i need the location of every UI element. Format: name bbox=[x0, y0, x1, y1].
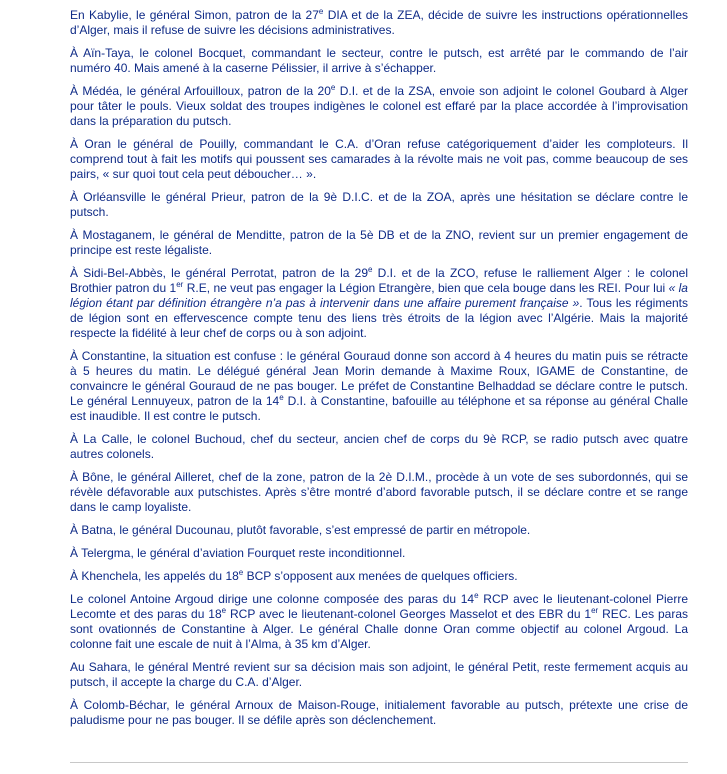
ordinal-superscript: er bbox=[176, 280, 184, 289]
ordinal-superscript: e bbox=[368, 265, 373, 274]
ordinal-superscript: e bbox=[318, 7, 324, 16]
paragraph-colomb-bechar bbox=[70, 698, 688, 728]
text-segment: REC. Les paras sont ovationnés de Constantine à Alger. Le général Challe donne Oran comme objectif au colonel Argoud. La colonne fait une escale de nuit à l’Alma, à 35 km d’Alger. bbox=[70, 607, 689, 651]
text-segment: Au Sahara, le général Mentré revient sur sa décision mais son adjoint, le général Petit, reste fermement acquis au putsch, il accepte la charge du C.A. d’Alger. bbox=[70, 660, 688, 689]
paragraph-batna bbox=[70, 523, 688, 538]
paragraph-medea bbox=[70, 84, 688, 129]
text-segment: BCP s’opposent aux menées de quelques officiers. bbox=[243, 569, 518, 583]
text-segment: DIA et de la ZEA, décide de suivre les instructions opérationnelles d’Alger, mais il refuse de suivre les décisions administratives. bbox=[70, 8, 688, 37]
text-segment: RCP avec le lieutenant-colonel Georges Masselot et des EBR du 1 bbox=[226, 607, 592, 621]
text-segment: À Aïn-Taya, le colonel Bocquet, commandant le secteur, contre le putsch, est arrêté par le commando de l’air numéro 40. Mais amené à la caserne Pélissier, il arrive à s’échapper. bbox=[70, 46, 688, 75]
text-segment: D.I. et de la ZSA, envoie son adjoint le colonel Goubard à Alger pour tâter le pouls. Vieux soldat des troupes indigènes le colonel est effaré par la place accordée à l’improvisation dans la préparation du putsch. bbox=[70, 84, 688, 128]
text-segment: D.I. à Constantine, bafouille au téléphone et sa réponse au général Challe est inaudible. Il est contre le putsch. bbox=[70, 394, 688, 423]
ordinal-superscript: e bbox=[279, 393, 284, 402]
text-segment: À Colomb-Béchar, le général Arnoux de Maison-Rouge, initialement favorable au putsch, prétexte une crise de paludisme pour ne pas bouger. Il se défile après son déclenchement. bbox=[70, 698, 688, 727]
paragraph-ain-taya bbox=[70, 46, 688, 76]
text-segment: . Tous les régiments de légion sont en effervescence compte tenu des liens très étroits de la légion avec l’Algérie. Mais la majorité respecte la fidélité à leur chef de corps ou à son adjoint. bbox=[70, 296, 688, 340]
text-segment: À Batna, le général Ducounau, plutôt favorable, s’est empressé de partir en métropole. bbox=[70, 523, 531, 537]
text-segment: À Médéa, le général Arfouilloux, patron de la 20 bbox=[70, 84, 331, 98]
text-segment: À Constantine, la situation est confuse : le général Gouraud donne son accord à 4 heures du matin puis se rétracte à 5 heures du matin. Le délégué général Jean Morin demande à Maxime Roux, IGAME de Constantine, de convaincre le général Gouraud de ne pas bouger. Le préfet de Constantine Belhaddad se déclare contre le putsch. Le général Lennuyeux, patron de la 14 bbox=[70, 349, 688, 408]
text-segment: Le colonel Antoine Argoud dirige une colonne composée des paras du 14 bbox=[70, 592, 475, 606]
paragraph-argoud bbox=[70, 592, 688, 652]
ordinal-superscript: e bbox=[238, 568, 244, 577]
text-segment: À Sidi-Bel-Abbès, le général Perrotat, patron de la 29 bbox=[70, 266, 368, 280]
paragraph-khenchela bbox=[70, 569, 688, 584]
bottom-divider bbox=[70, 762, 688, 763]
text-segment: À Orléansville le général Prieur, patron de la 9è D.I.C. et de la ZOA, après une hésitation se déclare contre le putsch. bbox=[70, 190, 688, 219]
text-segment: À Bône, le général Ailleret, chef de la zone, patron de la 2è D.I.M., procède à un vote de ses subordonnés, qui se révèle défavorable aux putschistes. Après s’être montré d’abord favorable putsch, il se déclare contre et se range dans le camp loyaliste. bbox=[70, 470, 688, 514]
paragraph-orleansville bbox=[70, 190, 688, 220]
text-segment: D.I. et de la ZCO, refuse le ralliement Alger : le colonel Brothier patron du 1 bbox=[70, 266, 688, 295]
paragraph-mostaganem bbox=[70, 228, 688, 258]
ordinal-superscript: e bbox=[474, 591, 479, 600]
paragraph-sahara bbox=[70, 660, 688, 690]
paragraph-oran bbox=[70, 137, 688, 182]
ordinal-superscript: e bbox=[330, 83, 336, 92]
text-segment: À Telergma, le général d’aviation Fourquet reste inconditionnel. bbox=[70, 546, 406, 560]
paragraph-kabylie bbox=[70, 8, 688, 38]
paragraph-constantine bbox=[70, 349, 688, 424]
paragraph-sidi-bel-abbes bbox=[70, 266, 688, 341]
italic-quote: « la légion étant par définition étrangère n’a pas à intervenir dans une affaire purement française » bbox=[70, 281, 688, 310]
paragraph-telergma bbox=[70, 546, 688, 561]
text-segment: RCP avec le lieutenant-colonel Pierre Lecomte et des paras du 18 bbox=[70, 592, 688, 621]
ordinal-superscript: er bbox=[591, 606, 599, 615]
ordinal-superscript: e bbox=[221, 606, 227, 615]
paragraph-bone bbox=[70, 470, 688, 515]
paragraph-la-calle bbox=[70, 432, 688, 462]
text-segment: R.E, ne veut pas engager la Légion Etrangère, bien que cela bouge dans les REI. Pour lui bbox=[183, 281, 669, 295]
text-segment: À Mostaganem, le général de Menditte, patron de la 5è DB et de la ZNO, revient sur un premier engagement de principe est reste légaliste. bbox=[70, 228, 688, 257]
text-segment: À Oran le général de Pouilly, commandant le C.A. d’Oran refuse catégoriquement d’aider les comploteurs. Il comprend tout à fait les motifs qui poussent ses camarades à la révolte mais ne voit pas, comme beaucoup de ses pairs, « sur quoi tout cela peut déboucher… ». bbox=[70, 137, 688, 181]
text-segment: En Kabylie, le général Simon, patron de la 27 bbox=[70, 8, 319, 22]
text-segment: À Khenchela, les appelés du 18 bbox=[70, 569, 239, 583]
document-body bbox=[70, 8, 688, 736]
text-segment: À La Calle, le colonel Buchoud, chef du secteur, ancien chef de corps du 9è RCP, se radio putsch avec quatre autres colonels. bbox=[70, 432, 688, 461]
